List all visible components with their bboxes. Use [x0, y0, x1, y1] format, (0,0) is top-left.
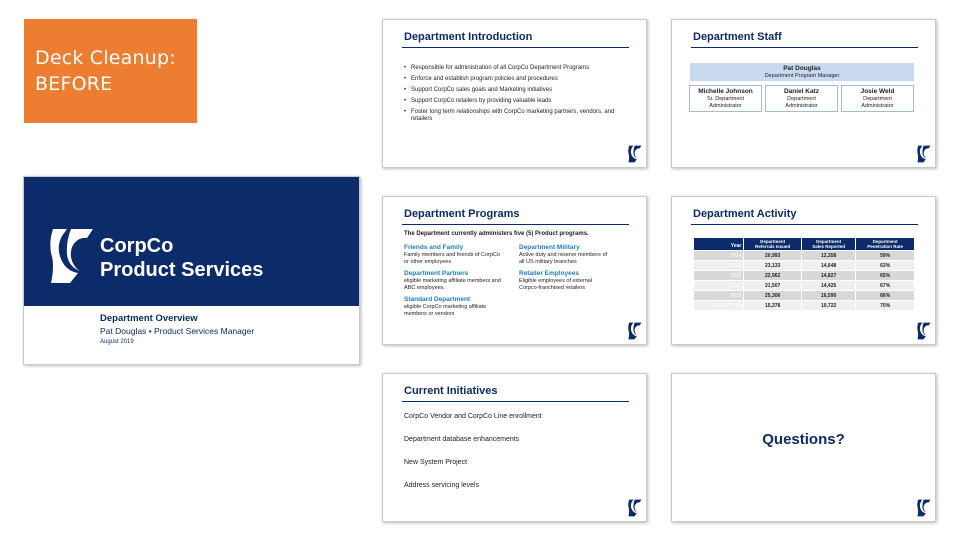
program-description: Active duty and reserve members of — [519, 252, 608, 258]
title-subtitle: Department Overview — [100, 313, 198, 324]
programs-left-column — [404, 244, 514, 322]
programs-intro: The Department currently administers five (5) Product programs. — [404, 231, 589, 237]
company-name-line-1: CorpCo — [100, 235, 174, 257]
staff-role: Administrator — [861, 103, 894, 109]
cell-year: 2016 — [694, 271, 744, 281]
program-item — [404, 244, 514, 265]
slide-title: Department Programs — [404, 208, 520, 220]
intro-bullet-list — [404, 65, 634, 127]
org-chart-staff-row — [689, 85, 914, 112]
slide-title: Department Staff — [693, 31, 782, 43]
slide-title-thumbnail[interactable] — [23, 176, 360, 365]
slide-questions[interactable] — [671, 373, 936, 522]
bullet-item: • Support CorpCo sales goals and Marketing initiatives — [404, 87, 634, 94]
cell-rate: 63% — [856, 261, 915, 271]
activity-table — [693, 237, 915, 311]
header-year: Year — [694, 238, 744, 251]
program-description: all US military branches — [519, 258, 577, 265]
corpco-logo-icon — [627, 145, 643, 163]
table-header-row — [694, 238, 915, 251]
program-item — [404, 270, 514, 291]
cell-year: 2014 — [694, 251, 744, 261]
cell-year: 2017 — [694, 281, 744, 291]
staff-role: Department — [787, 96, 816, 102]
table-row — [694, 281, 915, 291]
staff-role: Department — [863, 96, 892, 102]
cell-referrals: 22,962 — [744, 271, 802, 281]
cell-rate: 67% — [856, 281, 915, 291]
staff-card — [689, 85, 762, 112]
slide-title: Department Introduction — [404, 31, 533, 43]
cell-referrals: 20,993 — [744, 251, 802, 261]
manager-role: Department Program Manager — [764, 73, 840, 79]
cell-sales: 14,648 — [801, 261, 855, 271]
initiative-item: CorpCo Vendor and CorpCo Line enrollment — [404, 413, 542, 420]
title-divider — [691, 47, 918, 48]
initiative-item: Department database enhancements — [404, 436, 520, 443]
corpco-logo-icon — [916, 322, 932, 340]
program-description: eligible marketing affiliate members and — [404, 278, 501, 284]
title-divider — [402, 401, 629, 402]
table-row — [694, 251, 915, 261]
program-name: Department Partners — [404, 270, 469, 277]
initiatives-list — [404, 412, 542, 504]
slide-title: Current Initiatives — [404, 385, 498, 397]
program-item — [404, 296, 514, 317]
slide-department-introduction[interactable] — [382, 19, 647, 168]
presenter-line: Pat Douglas • Product Services Manager — [100, 326, 255, 336]
program-name: Department Military — [519, 244, 580, 251]
slide-department-activity[interactable] — [671, 196, 936, 345]
cell-rate: 65% — [856, 271, 915, 281]
corpco-logo-icon — [916, 499, 932, 517]
cell-year: 2018 — [694, 291, 744, 301]
title-divider — [402, 47, 629, 48]
cell-sales: 16,590 — [801, 291, 855, 301]
bullet-item: • Enforce and establish program policies and procedures — [404, 76, 634, 83]
manager-name: Pat Douglas — [783, 65, 821, 72]
staff-card — [841, 85, 914, 112]
cell-referrals: 21,507 — [744, 281, 802, 291]
presentation-date: August 2019 — [100, 339, 134, 345]
cell-referrals: 15,378 — [744, 301, 802, 311]
deck-cleanup-label — [24, 19, 197, 123]
table-row — [694, 271, 915, 281]
title-divider — [402, 224, 629, 225]
header-line: Department — [816, 239, 842, 244]
staff-role: Sr. Department — [707, 96, 744, 102]
slide-title: Department Activity — [693, 208, 797, 220]
header-line: Department — [872, 239, 898, 244]
staff-name: Michelle Johnson — [698, 88, 753, 95]
label-line-2: BEFORE — [35, 73, 113, 95]
staff-name: Daniel Katz — [783, 88, 820, 95]
staff-card — [765, 85, 838, 112]
org-chart-manager — [690, 63, 914, 81]
cell-rate: 66% — [856, 291, 915, 301]
cell-sales: 10,722 — [801, 301, 855, 311]
header-sales — [801, 238, 855, 251]
label-line-1: Deck Cleanup: — [35, 47, 176, 69]
program-description: Corpco-franchised retailers — [519, 284, 586, 291]
bullet-item: • Support CorpCo retailers by providing valuable leads — [404, 98, 634, 105]
cell-sales: 14,827 — [801, 271, 855, 281]
program-item — [519, 244, 629, 265]
corpco-logo-icon — [627, 322, 643, 340]
program-description: or other employees — [404, 258, 452, 265]
company-name — [100, 234, 263, 282]
bullet-item: • Responsible for administration of all CorpCo Department Programs — [404, 65, 634, 72]
program-item — [519, 270, 629, 291]
program-description: Eligible employees of external — [519, 278, 593, 284]
header-line: Referrals Issued — [755, 244, 791, 249]
corpco-logo-icon — [47, 227, 97, 285]
staff-role: Administrator — [785, 103, 818, 109]
slide-current-initiatives[interactable] — [382, 373, 647, 522]
corpco-logo-icon — [916, 145, 932, 163]
programs-right-column — [519, 244, 629, 296]
header-line: Sales Reported — [812, 244, 846, 249]
bullet-item: • Foster long term relationships with CorpCo marketing partners, vendors, and retailers — [404, 109, 634, 123]
table-row — [694, 291, 915, 301]
program-description: members or vendors — [404, 310, 455, 317]
cell-referrals: 23,133 — [744, 261, 802, 271]
company-name-line-2: Product Services — [100, 259, 264, 281]
cell-year: 2015 — [694, 261, 744, 271]
staff-role: Administrator — [709, 103, 742, 109]
header-line: Department — [760, 239, 786, 244]
slide-department-programs[interactable] — [382, 196, 647, 345]
staff-name: Josie Weld — [860, 88, 895, 95]
program-description: Family members and friends of CorpCo — [404, 252, 500, 258]
program-name: Standard Department — [404, 296, 471, 303]
cell-sales: 12,358 — [801, 251, 855, 261]
header-referrals — [744, 238, 802, 251]
program-description: eligible CorpCo marketing affiliate — [404, 304, 487, 310]
program-name: Retailer Employees — [519, 270, 579, 277]
table-row — [694, 261, 915, 271]
title-divider — [691, 224, 918, 225]
cell-sales: 14,425 — [801, 281, 855, 291]
initiative-item: Address servicing levels — [404, 482, 480, 489]
program-name: Friends and Family — [404, 244, 464, 251]
cell-referrals: 25,306 — [744, 291, 802, 301]
program-description: ABC employees. — [404, 284, 445, 291]
questions-heading: Questions? — [762, 431, 845, 448]
cell-year: 7/2019 (YTD) — [694, 301, 744, 311]
cell-rate: 70% — [856, 301, 915, 311]
header-penetration — [856, 238, 915, 251]
table-row — [694, 301, 915, 311]
corpco-logo-icon — [627, 499, 643, 517]
initiative-item: New System Project — [404, 459, 468, 466]
slide-department-staff[interactable] — [671, 19, 936, 168]
cell-rate: 59% — [856, 251, 915, 261]
header-line: Penetration Rate — [867, 244, 904, 249]
